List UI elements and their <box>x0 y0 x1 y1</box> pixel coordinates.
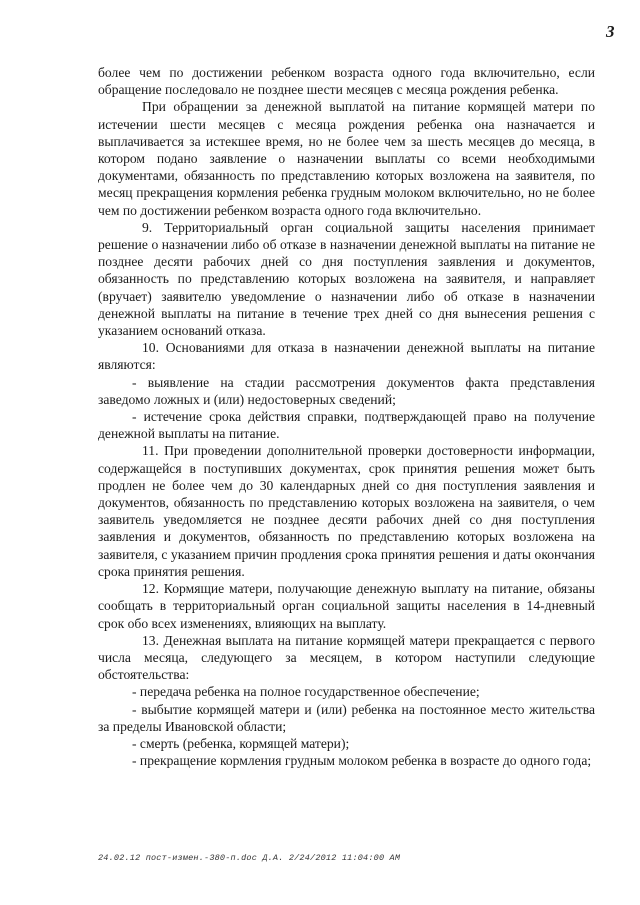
paragraph-13-item-b: - выбытие кормящей матери и (или) ребенка на постоянное место жительства за пределы Ивановской области; <box>98 701 595 734</box>
paragraph-continuation: более чем по достижении ребенком возраста одного года включительно, если обращение последовало не позднее шести месяцев с месяца рождения ребенка. <box>98 65 595 98</box>
paragraph-12: 12. Кормящие матери, получающие денежную выплату на питание, обязаны сообщать в территориальный орган социальной защиты населения в 14-дневный срок обо всех изменениях, влияющих на выплату. <box>98 581 595 631</box>
paragraph-13-item-c: - смерть (ребенка, кормящей матери); <box>132 735 350 751</box>
paragraph-13-item-a: - передача ребенка на полное государственное обеспечение; <box>132 684 480 700</box>
paragraph-10-item-a: - выявление на стадии рассмотрения документов факта представления заведомо ложных и (или) недостоверных сведений; <box>98 374 595 407</box>
paragraph-9: 9. Территориальный орган социальной защиты населения принимает решение о назначении либо об отказе в назначении денежной выплаты на питание не позднее десяти рабочих дней со дня поступления заявления и документов, обязанность по представлению которых возложена на заявителя, и направляет (вручает) заявителю уведомление о назначении либо об отказе в назначении денежной выплаты на питание в течение трех дней со дня вынесения решения с указанием оснований отказа. <box>98 219 595 339</box>
paragraph-13: 13. Денежная выплата на питание кормящей матери прекращается с первого числа месяца, следующего за месяцем, в котором наступили следующие обстоятельства: <box>98 632 595 683</box>
paragraph-10-item-b: - истечение срока действия справки, подтверждающей право на получение денежной выплаты на питание. <box>98 409 595 442</box>
document-footer: 24.02.12 пост-измен.-380-п.doc Д.А. 2/24/2012 11:04:00 AM <box>98 853 401 863</box>
paragraph-11: 11. При проведении дополнительной проверки достоверности информации, содержащейся в поступивших документах, срок принятия решения может быть продлен не более чем до 30 календарных дней со дня поступления заявления и документов, обязанность по представлению которых возложена на заявителя, о чем заявитель уведомляется не позднее десяти рабочих дней со дня поступления заявления и документов, обязанность по представлению которых возложена на заявителя, с указанием причин продления срока принятия решения и даты окончания срока принятия решения. <box>98 443 595 579</box>
document-body <box>98 64 595 769</box>
paragraph-late-application: При обращении за денежной выплатой на питание кормящей матери по истечении шести месяцев с месяца рождения ребенка она назначается и выплачивается за истекшее время, но не более чем за шесть месяцев до месяца, в котором подано заявление о назначении выплаты со всеми необходимыми документами, обязанность по представлению которых возложена на заявителя, по месяц прекращения кормления ребенка грудным молоком включительно, но не более чем по достижении ребенком возраста одного года включительно. <box>98 99 595 218</box>
paragraph-10: 10. Основаниями для отказа в назначении денежной выплаты на питание являются: <box>98 340 595 373</box>
paragraph-13-item-d: - прекращение кормления грудным молоком ребенка в возрасте до одного года; <box>132 753 592 769</box>
page-number: 3 <box>606 22 615 41</box>
